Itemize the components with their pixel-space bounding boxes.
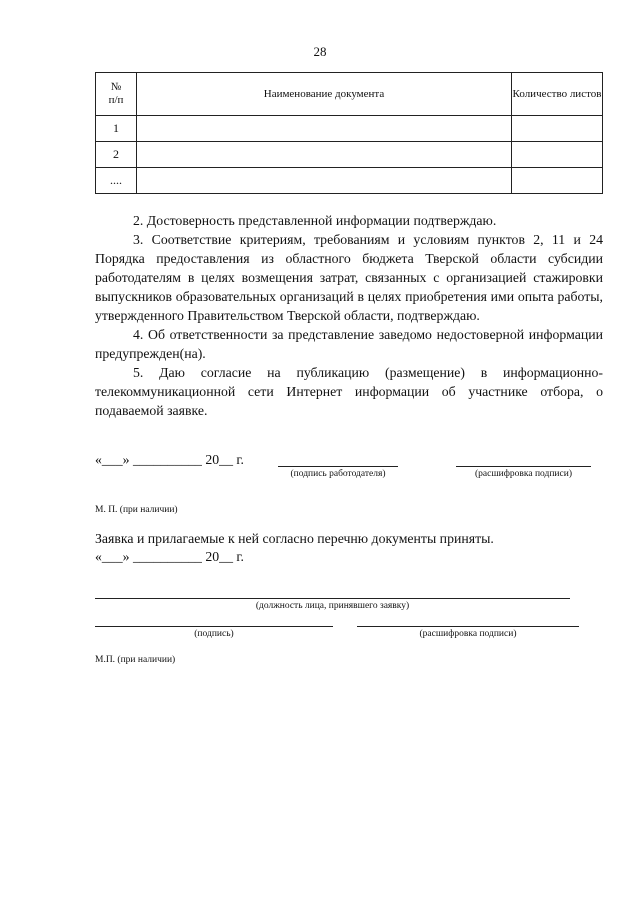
- header-document-name: Наименование документа: [137, 73, 512, 116]
- acceptance-signature-line: [95, 626, 333, 627]
- cell-number: ....: [96, 168, 137, 194]
- cell-document-name: [137, 168, 512, 194]
- applicant-decoding-line: [456, 466, 591, 467]
- paragraph-5: 5. Даю согласие на публикацию (размещение) в информационно-телекоммуникационной сети Интернет информации об участнике отбора, о подаваемой заявке.: [95, 365, 603, 418]
- table-row: [96, 142, 603, 168]
- table-row: [96, 116, 603, 142]
- cell-number: 1: [96, 116, 137, 142]
- header-number: № п/п: [96, 73, 137, 116]
- cell-sheet-count: [512, 142, 603, 168]
- page-number: 28: [313, 44, 327, 59]
- declaration-paragraphs: [95, 211, 603, 420]
- header-sheet-count: Количество листов: [512, 73, 603, 116]
- applicant-signature-caption: (подпись работодателя): [290, 469, 386, 479]
- cell-sheet-count: [512, 116, 603, 142]
- acceptance-signature-caption: (подпись): [194, 629, 234, 639]
- applicant-date-line: «___» __________ 20__ г.: [95, 452, 244, 467]
- paragraph-2: 2. Достоверность представленной информации подтверждаю.: [133, 213, 497, 228]
- applicant-stamp-note: М. П. (при наличии): [95, 505, 178, 515]
- documents-table: [95, 72, 603, 194]
- acceptance-statement: Заявка и прилагаемые к ней согласно перечню документы приняты.: [95, 531, 494, 546]
- acceptance-date-line: «___» __________ 20__ г.: [95, 549, 244, 564]
- position-caption: (должность лица, принявшего заявку): [255, 601, 410, 611]
- acceptance-stamp-note: М.П. (при наличии): [95, 655, 176, 665]
- applicant-signature-line: [278, 466, 398, 467]
- paragraph-3: 3. Соответствие критериям, требованиям и условиям пунктов 2, 11 и 24 Порядка предоставления из областного бюджета Тверской области субсидии работодателям в целях возмещения затрат, связанных с организацией стажировки выпускников образовательных организаций в целях приобретения ими опыта работы, утвержденного Правительством Тверской области, подтверждаю.: [95, 232, 603, 323]
- cell-document-name: [137, 142, 512, 168]
- cell-number: 2: [96, 142, 137, 168]
- applicant-decoding-caption: (расшифровка подписи): [475, 469, 572, 479]
- paragraph-4: 4. Об ответственности за представление заведомо недостоверной информации предупрежден(на).: [95, 327, 603, 361]
- position-line: [95, 598, 570, 599]
- cell-sheet-count: [512, 168, 603, 194]
- acceptance-decoding-caption: (расшифровка подписи): [419, 629, 517, 639]
- cell-document-name: [137, 116, 512, 142]
- table-row: [96, 168, 603, 194]
- acceptance-decoding-line: [357, 626, 579, 627]
- table-header-row: [96, 73, 603, 116]
